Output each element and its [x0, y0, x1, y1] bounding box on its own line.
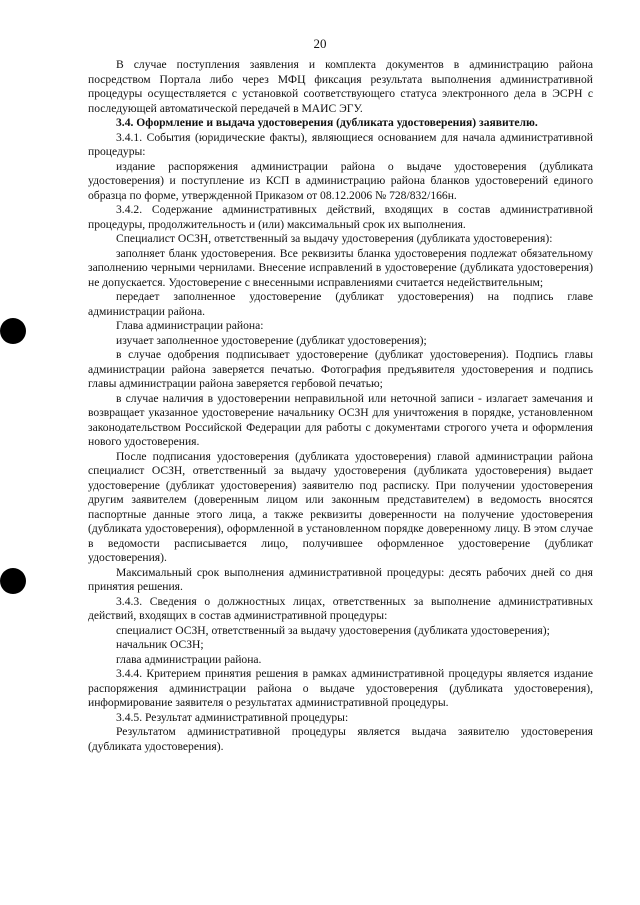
paragraph: начальник ОСЗН; — [116, 638, 204, 651]
paragraph: специалист ОСЗН, ответственный за выдачу удостоверения (дубликата удостоверения); — [116, 623, 550, 637]
paragraph: 3.4.3. Сведения о должностных лицах, ответственных за выполнение административных действий, входящих в состав административной процедуры: — [88, 594, 593, 622]
paragraph: 3.4.4. Критерием принятия решения в рамках административной процедуры является издание распоряжения администрации района о выдаче удостоверения (дубликата удостоверения), информирование заявителя о результатах административной процедуры. — [88, 667, 593, 709]
paragraph: 3.4.1. События (юридические факты), являющиеся основанием для начала административной процедуры: — [88, 130, 593, 158]
paragraph: Максимальный срок выполнения административной процедуры: десять рабочих дней со дня принятия решения. — [88, 565, 593, 593]
paragraph: 3.4.5. Результат административной процедуры: — [116, 710, 349, 724]
section-heading: 3.4. Оформление и выдача удостоверения (дубликата удостоверения) заявителю. — [116, 116, 538, 129]
paragraph: Глава администрации района: — [116, 319, 264, 332]
paragraph: изучает заполненное удостоверение (дубликат удостоверения); — [116, 333, 427, 347]
paragraph: в случае наличия в удостоверении неправильной или неточной записи - излагает замечания и возвращает указанное удостоверение начальнику ОСЗН для уничтожения в порядке, установленном законодательством Российской Федерации для работы с документами строгого учета и оформления нового удостоверения. — [88, 391, 593, 448]
paragraph: В случае поступления заявления и комплекта документов в администрацию района посредством Портала либо через МФЦ фиксация результата выполнения административной процедуры осуществляется с установкой соответствующего статуса электронного дела в ЭСРН с последующей автоматической передачей в МАИС ЭГУ. — [88, 58, 593, 115]
paragraph: Специалист ОСЗН, ответственный за выдачу удостоверения (дубликата удостоверения): — [116, 232, 553, 245]
punch-hole-top — [0, 318, 26, 344]
paragraph: издание распоряжения администрации района о выдаче удостоверения (дубликата удостоверения) и поступление из КСП в администрацию района бланков удостоверений единого образца по форме, утвержденной Приказом от 08.12.2006 № 728/832/166н. — [88, 159, 593, 202]
paragraph: глава администрации района. — [116, 652, 262, 666]
paragraph: в случае одобрения подписывает удостоверение (дубликат удостоверения). Подпись главы администрации района заверяется печатью. Фотография предъявителя удостоверения и подпись главы администрации района заверяется гербовой печатью; — [88, 348, 593, 390]
page-number: 20 — [313, 36, 327, 51]
paragraph: После подписания удостоверения (дубликата удостоверения) главой администрации района специалист ОСЗН, ответственный за выдачу удостоверения (дубликата удостоверения) выдает удостоверение (дубликат удостоверения) заявителю под расписку. При получении удостоверения другим заявителем (доверенным лицом или законным представителем) в ведомость вносятся паспортные данные этого лица, а также реквизиты доверенности на получение удостоверения (дубликата удостоверения), оформленной в установленном порядке доверенному лицу. В этом случае в ведомости расписывается лицо, получившее оформленное удостоверение (дубликат удостоверения). — [88, 449, 593, 564]
paragraph: заполняет бланк удостоверения. Все реквизиты бланка удостоверения подлежат обязательному заполнению черными чернилами. Внесение исправлений в удостоверение (дубликата удостоверения) не допускается. Удостоверение с внесенными исправлениями считается недействительным; — [88, 246, 593, 289]
paragraph: Результатом административной процедуры является выдача заявителю удостоверения (дубликата удостоверения). — [88, 725, 593, 753]
document-body — [88, 58, 593, 754]
paragraph: 3.4.2. Содержание административных действий, входящих в состав административной процедуры, продолжительность и (или) максимальный срок их выполнения. — [88, 203, 593, 231]
paragraph: передает заполненное удостоверение (дубликат удостоверения) на подпись главе администрации района. — [88, 290, 593, 318]
punch-hole-bottom — [0, 568, 26, 594]
